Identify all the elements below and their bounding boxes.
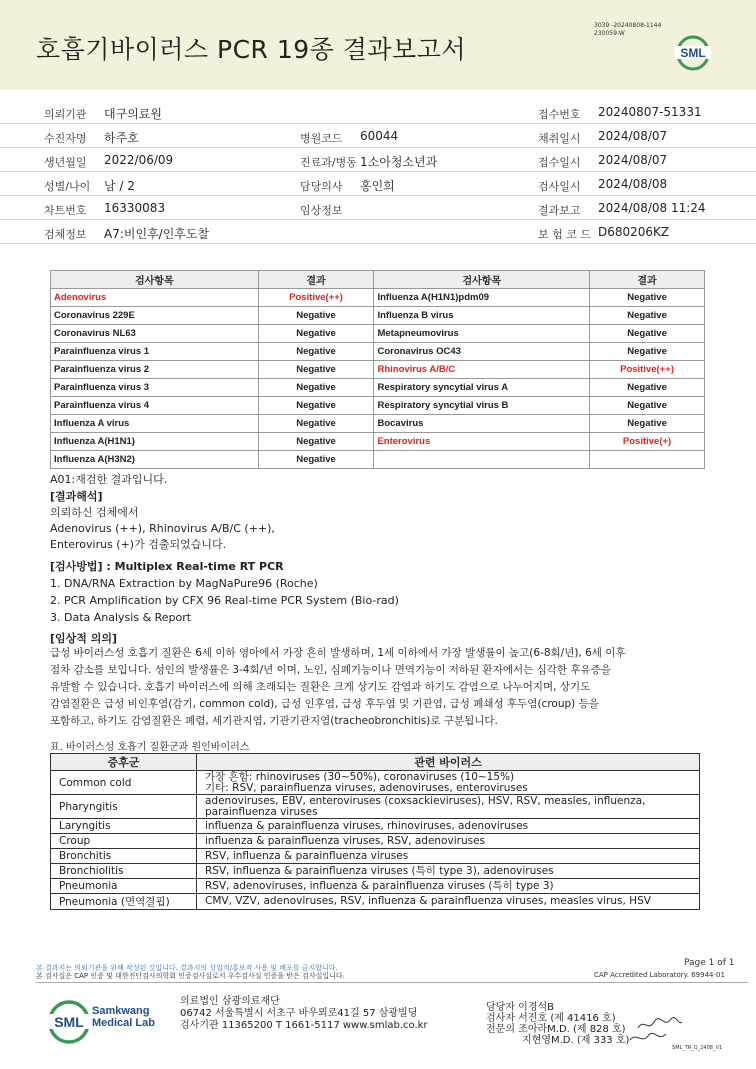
result-table <box>50 270 705 469</box>
info-label: 결과보고 <box>538 204 581 217</box>
info-value: 20240807-51331 <box>598 105 702 119</box>
virus-list: 가장 흔함: rhinoviruses (30~50%), coronaviruses (10~15%) 기타: RSV, parainfluenza viruses, adenoviruses, enteroviruses <box>197 771 700 795</box>
test-item: Parainfluenza virus 2 <box>51 361 259 379</box>
result-value: Negative <box>258 433 374 451</box>
info-value: 1소아청소년과 <box>360 155 438 169</box>
sml-logo-icon <box>672 31 714 73</box>
signature-mark-icon <box>628 1030 668 1046</box>
disease-table-header <box>51 754 700 771</box>
info-value: 대구의료원 <box>104 107 162 121</box>
info-value: 홍인희 <box>360 179 395 193</box>
result-value: Negative <box>258 307 374 325</box>
info-row <box>0 100 756 124</box>
test-item: Bocavirus <box>374 415 590 433</box>
header-test-item: 검사항목 <box>51 271 259 289</box>
virus-list: influenza & parainfluenza viruses, rhinoviruses, adenoviruses <box>197 819 700 834</box>
disease-row <box>51 771 700 795</box>
result-row <box>51 307 705 325</box>
document-id: 3039 -20240808-1144 230059-W <box>594 22 662 37</box>
test-item: Adenovirus <box>51 289 259 307</box>
info-value: 2024/08/08 <box>598 177 668 191</box>
result-value: Positive(++) <box>258 289 374 307</box>
footer-divider <box>36 982 748 983</box>
info-row <box>0 172 756 196</box>
header-result: 결과 <box>590 271 705 289</box>
svg-text:SML: SML <box>54 1014 84 1030</box>
signers: 담당자 이경석B 검사자 서진호 (제 41416 호) 전문의 조아라M.D. (제 828 호) 지현영M.D. (제 333 호) <box>486 1002 630 1046</box>
result-row <box>51 451 705 469</box>
info-label: 의뢰기관 <box>44 108 87 121</box>
lab-address: 의료법인 삼광의료재단 06742 서울특별시 서초구 바우뫼로41길 57 삼광빌딩 검사기관 11365200 T 1661-5117 www.smlab.co.kr <box>180 996 428 1031</box>
lab-name: Samkwang Medical Lab <box>92 1005 155 1029</box>
disease-row <box>51 834 700 849</box>
info-value: 2022/06/09 <box>104 153 174 167</box>
result-row <box>51 325 705 343</box>
cap-notice: 본 검사실은 CAP 인증 및 대한진단검사의학회 인증검사실로서 우수검사실 인증을 받은 검사실입니다. <box>36 972 345 980</box>
info-row <box>0 148 756 172</box>
syndrome-name: Common cold <box>51 771 197 795</box>
info-label: 진료과/병동 <box>300 156 357 169</box>
virus-list: RSV, influenza & parainfluenza viruses <box>197 849 700 864</box>
interpretation-text: 의뢰하신 검체에서 Adenovirus (++), Rhinovirus A/B/C (++), Enterovirus (+)가 검출되었습니다. <box>50 506 275 551</box>
result-row <box>51 361 705 379</box>
test-item: Coronavirus 229E <box>51 307 259 325</box>
test-item: Influenza B virus <box>374 307 590 325</box>
header-test-item: 검사항목 <box>374 271 590 289</box>
test-item: Metapneumovirus <box>374 325 590 343</box>
result-value: Positive(++) <box>590 361 705 379</box>
result-value: Negative <box>258 343 374 361</box>
syndrome-name: Pneumonia (면역결핍) <box>51 894 197 910</box>
info-value: 하주호 <box>104 131 139 145</box>
header-result: 결과 <box>258 271 374 289</box>
syndrome-name: Bronchiolitis <box>51 864 197 879</box>
page-number: Page 1 of 1 <box>684 958 735 968</box>
report-title: 호흡기바이러스 PCR 19종 결과보고서 <box>36 35 467 64</box>
clinical-text: 급성 바이러스성 호흡기 질환은 6세 이하 영아에서 가장 흔히 발생하며, 1세 이하에서 가장 발생률이 높고(6-8회/년), 6세 이후 점차 감소를 보입니다. 성인의 발생률은 3-4회/년 이며, 노인, 심폐기능이나 면역기능이 저하된 환자에서는 심각한 후유증을 유발할 수 있습니다. 호흡기 바이러스에 의해 초래되는 질환은 크게 상기도 감염과 하기도 감염으로 나누어지며, 상기도 감염질환은 급성 비인후염(감기, common cold), 급성 인후염, 급성 후두염 및 기관염, 급성 폐쇄성 후두염(croup) 등을 포함하고, 하기도 감염질환은 폐렴, 세기관지염, 기관기관지염(tracheobronchitis)로 구분됩니다. <box>50 647 626 727</box>
result-row <box>51 289 705 307</box>
info-label: 담당의사 <box>300 180 343 193</box>
syndrome-name: Bronchitis <box>51 849 197 864</box>
result-row <box>51 415 705 433</box>
result-value <box>590 451 705 469</box>
info-label: 검체정보 <box>44 228 87 241</box>
form-code: SML_TR_Q_2408_V1 <box>672 1045 723 1051</box>
test-item: Influenza A(H1N1) <box>51 433 259 451</box>
info-label: 접수번호 <box>538 108 581 121</box>
syndrome-name: Laryngitis <box>51 819 197 834</box>
info-value: 16330083 <box>104 201 166 215</box>
virus-list: adenoviruses, EBV, enteroviruses (coxsackieviruses), HSV, RSV, measles, influenza, parainfluenza viruses <box>197 795 700 819</box>
disease-row <box>51 894 700 910</box>
result-value: Positive(+) <box>590 433 705 451</box>
info-label: 병원코드 <box>300 132 343 145</box>
virus-list: influenza & parainfluenza viruses, RSV, adenoviruses <box>197 834 700 849</box>
method-text: 1. DNA/RNA Extraction by MagNaPure96 (Roche) 2. PCR Amplification by CFX 96 Real-time PCR System (Bio-rad) 3. Data Analysis & Report <box>50 577 399 624</box>
result-row <box>51 379 705 397</box>
info-row <box>0 220 756 244</box>
syndrome-name: Pneumonia <box>51 879 197 894</box>
test-item: Parainfluenza virus 3 <box>51 379 259 397</box>
usage-notice: 본 결과지는 의뢰기관을 위해 작성된 것입니다. 결과지의 상업적/홍보적 사용 및 배포를 금지합니다. <box>36 964 338 972</box>
info-label: 검사일시 <box>538 180 581 193</box>
test-item: Respiratory syncytial virus B <box>374 397 590 415</box>
info-label: 성별/나이 <box>44 180 91 193</box>
info-label: 생년월일 <box>44 156 87 169</box>
info-value: 2024/08/07 <box>598 129 668 143</box>
retest-note: A01:재검한 결과입니다. <box>50 473 168 486</box>
test-item: Respiratory syncytial virus A <box>374 379 590 397</box>
test-item: Influenza A(H1N1)pdm09 <box>374 289 590 307</box>
result-value: Negative <box>258 397 374 415</box>
disease-row <box>51 795 700 819</box>
info-value: 2024/08/07 <box>598 153 668 167</box>
result-value: Negative <box>590 415 705 433</box>
svg-text:SML: SML <box>680 46 706 60</box>
cap-lab-number: CAP Accredited Laboratory. 69944-01 <box>594 971 725 979</box>
syndrome-name: Pharyngitis <box>51 795 197 819</box>
test-item: Parainfluenza virus 1 <box>51 343 259 361</box>
info-label: 접수일시 <box>538 156 581 169</box>
result-value: Negative <box>590 343 705 361</box>
info-row <box>0 196 756 220</box>
result-value: Negative <box>590 325 705 343</box>
result-value: Negative <box>258 415 374 433</box>
info-value: 60044 <box>360 129 399 143</box>
info-label: 차트번호 <box>44 204 87 217</box>
info-label: 채취일시 <box>538 132 581 145</box>
header-viruses: 관련 바이러스 <box>197 754 700 771</box>
result-row <box>51 433 705 451</box>
info-label: 보 험 코 드 <box>538 228 591 241</box>
result-row <box>51 343 705 361</box>
syndrome-name: Croup <box>51 834 197 849</box>
clinical-title: [임상적 의의] <box>50 632 118 645</box>
virus-list: RSV, influenza & parainfluenza viruses (특히 type 3), adenoviruses <box>197 864 700 879</box>
disease-row <box>51 849 700 864</box>
method-title: [검사방법] : Multiplex Real-time RT PCR <box>50 560 284 573</box>
info-value: A7:비인후/인후도찰 <box>104 227 210 241</box>
disease-row <box>51 864 700 879</box>
test-item: Influenza A virus <box>51 415 259 433</box>
interpretation-title: [결과해석] <box>50 490 103 503</box>
result-value: Negative <box>258 361 374 379</box>
result-row <box>51 397 705 415</box>
test-item: Coronavirus NL63 <box>51 325 259 343</box>
result-value: Negative <box>258 451 374 469</box>
test-item: Influenza A(H3N2) <box>51 451 259 469</box>
test-item: Parainfluenza virus 4 <box>51 397 259 415</box>
test-item: Enterovirus <box>374 433 590 451</box>
table-caption: 표. 바이러스성 호흡기 질환군과 원인바이러스 <box>50 742 250 753</box>
result-table-header <box>51 271 705 289</box>
info-value: 2024/08/08 11:24 <box>598 201 706 215</box>
report-header <box>0 0 756 90</box>
disease-row <box>51 879 700 894</box>
test-item: Coronavirus OC43 <box>374 343 590 361</box>
virus-list: RSV, adenoviruses, influenza & parainfluenza viruses (특히 type 3) <box>197 879 700 894</box>
disease-table <box>50 753 700 910</box>
info-value: 남 / 2 <box>104 179 135 193</box>
result-value: Negative <box>590 289 705 307</box>
result-value: Negative <box>258 379 374 397</box>
test-item: Rhinovirus A/B/C <box>374 361 590 379</box>
info-label: 수진자명 <box>44 132 87 145</box>
disease-row <box>51 819 700 834</box>
info-label: 임상정보 <box>300 204 343 217</box>
info-row <box>0 124 756 148</box>
virus-list: CMV, VZV, adenoviruses, RSV, influenza & parainfluenza viruses, measles virus, HSV <box>197 894 700 910</box>
header-syndrome: 증후군 <box>51 754 197 771</box>
test-item <box>374 451 590 469</box>
result-value: Negative <box>590 397 705 415</box>
sml-logo-icon <box>44 996 94 1046</box>
info-value: D680206KZ <box>598 225 670 239</box>
result-value: Negative <box>590 307 705 325</box>
result-value: Negative <box>590 379 705 397</box>
result-value: Negative <box>258 325 374 343</box>
